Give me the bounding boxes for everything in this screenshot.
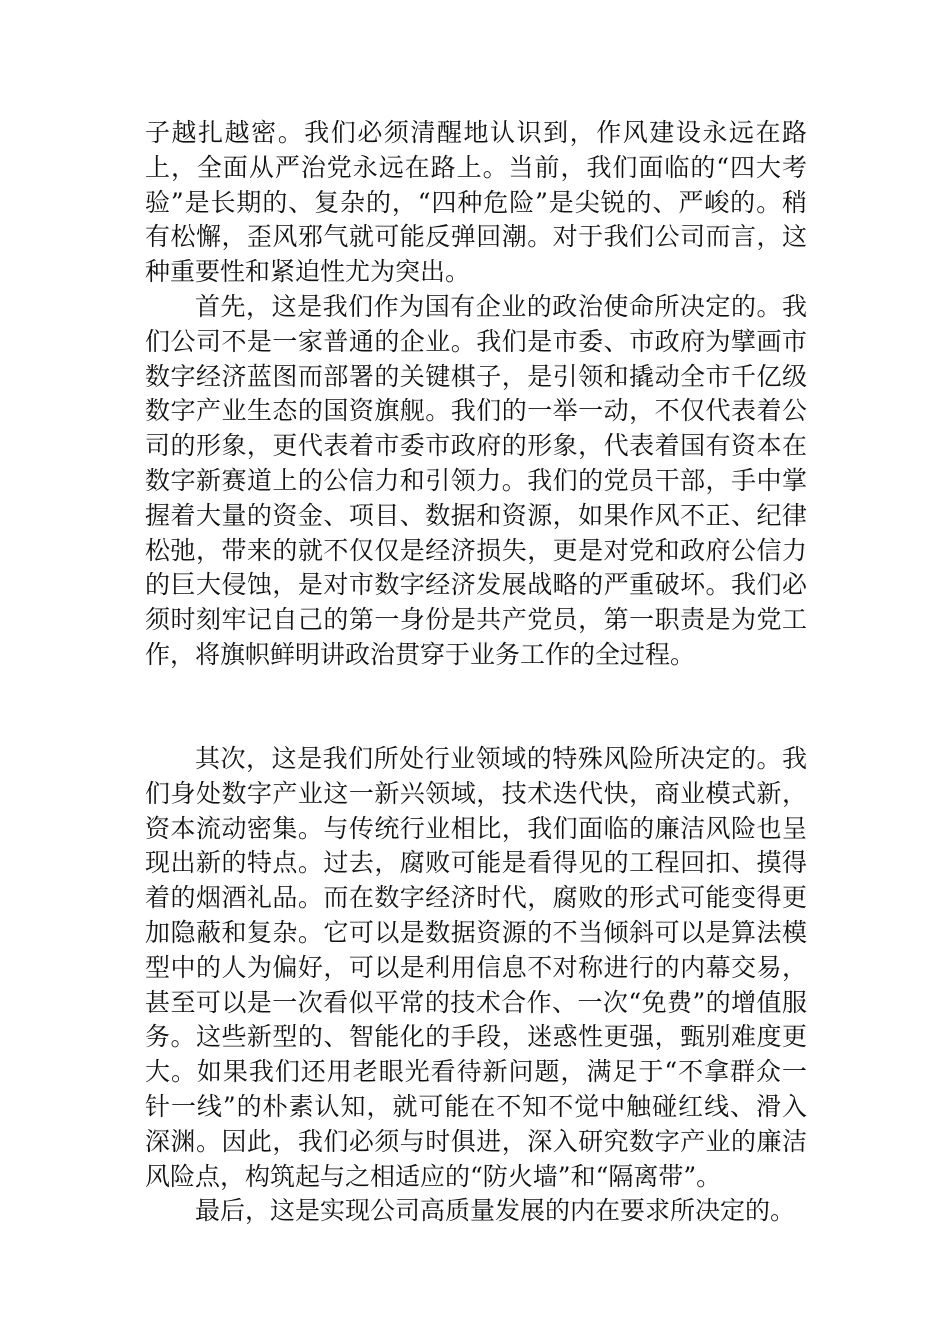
- paragraph-first-reason: 首先，这是我们作为国有企业的政治使命所决定的。我们公司不是一家普通的企业。我们是市委、市政府为擘画市数字经济蓝图而部署的关键棋子，是引领和撬动全市千亿级数字产业生态的国资旗舰。我们的一举一动，不仅代表着公司的形象，更代表着市委市政府的形象，代表着国有资本在数字新赛道上的公信力和引领力。我们的党员干部，手中掌握着大量的资金、项目、数据和资源，如果作风不正、纪律松弛，带来的就不仅仅是经济损失，更是对党和政府公信力的巨大侵蚀，是对市数字经济发展战略的严重破坏。我们必须时刻牢记自己的第一身份是共产党员，第一职责是为党工作，将旗帜鲜明讲政治贯穿于业务工作的全过程。: [145, 292, 807, 669]
- paragraph-second-reason: 其次，这是我们所处行业领域的特殊风险所决定的。我们身处数字产业这一新兴领域，技术迭代快，商业模式新，资本流动密集。与传统行业相比，我们面临的廉洁风险也呈现出新的特点。过去，腐败可能是看得见的工程回扣、摸得着的烟酒礼品。而在数字经济时代，腐败的形式可能变得更加隐蔽和复杂。它可以是数据资源的不当倾斜可以是算法模型中的人为偏好，可以是利用信息不对称进行的内幕交易，甚至可以是一次看似平常的技术合作、一次“免费”的增值服务。这些新型的、智能化的手段，迷惑性更强，甄别难度更大。如果我们还用老眼光看待新问题，满足于“不拿群众一针一线”的朴素认知，就可能在不知不觉中触碰红线、滑入深渊。因此，我们必须与时俱进，深入研究数字产业的廉洁风险点，构筑起与之相适应的“防火墙”和“隔离带”。: [145, 744, 807, 1191]
- paragraph-last-reason: 最后，这是实现公司高质量发展的内在要求所决定的。: [195, 1196, 796, 1225]
- continuation-paragraph: 子越扎越密。我们必须清醒地认识到，作风建设永远在路上，全面从严治党永远在路上。当前，我们面临的“四大考验”是长期的、复杂的，“四种危险”是尖锐的、严峻的。稍有松懈，歪风邪气就可能反弹回潮。对于我们公司而言，这种重要性和紧迫性尤为突出。: [145, 118, 807, 287]
